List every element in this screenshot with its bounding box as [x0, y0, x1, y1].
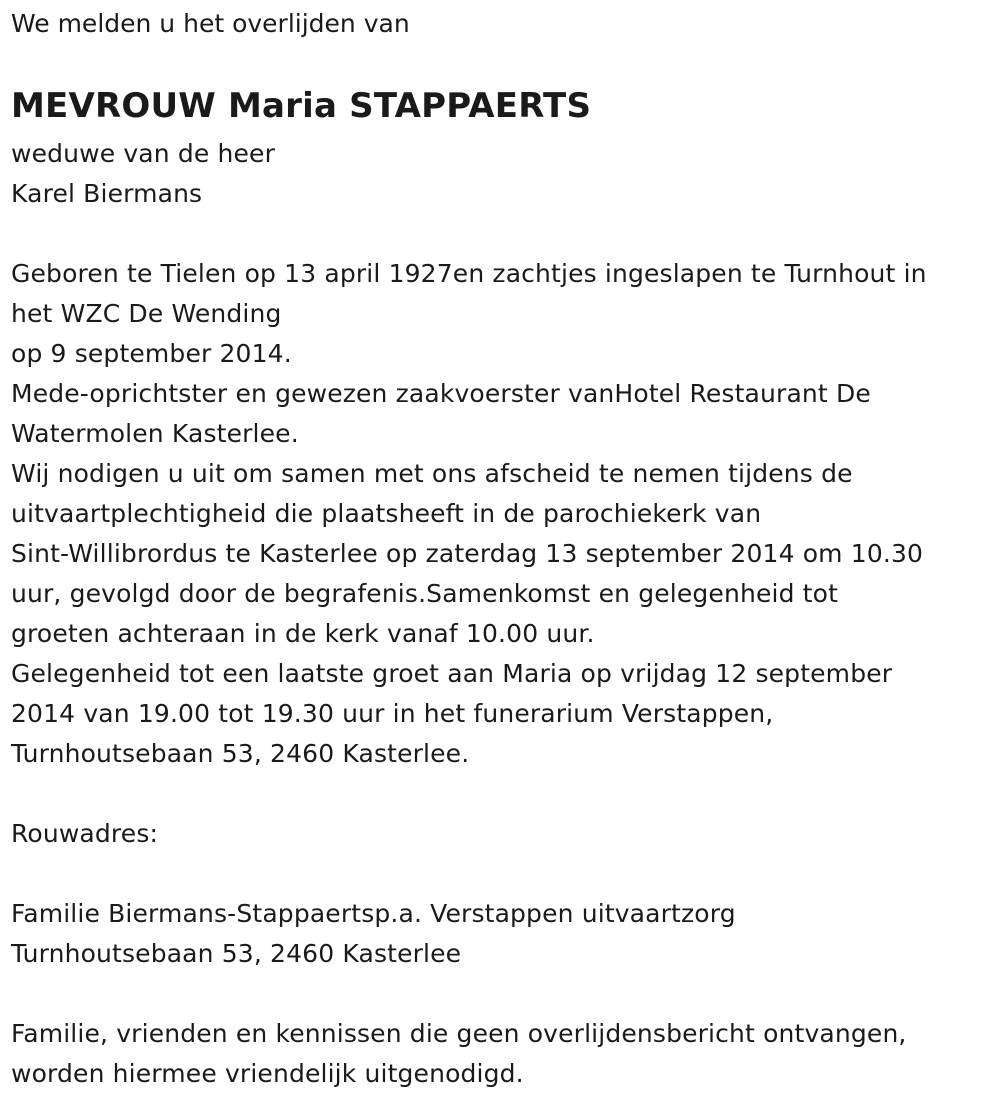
address-line: Familie Biermans-Stappaertsp.a. Verstappen uitvaartzorg: [11, 899, 736, 928]
body-line: uitvaartplechtigheid die plaatsheeft in de parochiekerk van: [11, 499, 762, 528]
closing-line: worden hiermee vriendelijk uitgenodigd.: [11, 1059, 524, 1088]
body-line: Mede-oprichtster en gewezen zaakvoerster vanHotel Restaurant De: [11, 379, 871, 408]
body-line: groeten achteraan in de kerk vanaf 10.00 uur.: [11, 619, 595, 648]
body-line: Wij nodigen u uit om samen met ons afscheid te nemen tijdens de: [11, 459, 853, 488]
spacer: [11, 214, 986, 254]
address-line: Turnhoutsebaan 53, 2460 Kasterlee: [11, 939, 462, 968]
body-line: op 9 september 2014.: [11, 339, 292, 368]
body-line: Sint-Willibrordus te Kasterlee op zaterdag 13 september 2014 om 10.30: [11, 539, 924, 568]
spouse-name: Karel Biermans: [11, 179, 203, 208]
rouwadres-label: Rouwadres:: [11, 819, 159, 848]
closing-note: [11, 1014, 986, 1094]
spouse-line: weduwe van de heer: [11, 139, 276, 168]
body-line: 2014 van 19.00 tot 19.30 uur in het funerarium Verstappen,: [11, 699, 774, 728]
intro-text: We melden u het overlijden van: [11, 9, 410, 38]
body-line: Gelegenheid tot een laatste groet aan Maria op vrijdag 12 september: [11, 659, 893, 688]
body-line: het WZC De Wending: [11, 299, 282, 328]
closing-line: Familie, vrienden en kennissen die geen overlijdensbericht ontvangen,: [11, 1019, 907, 1048]
body-line: Geboren te Tielen op 13 april 1927en zachtjes ingeslapen te Turnhout in: [11, 259, 927, 288]
body-line: Watermolen Kasterlee.: [11, 419, 299, 448]
spacer: [11, 974, 986, 1014]
spacer: [11, 774, 986, 814]
obituary-notice: [11, 4, 986, 1094]
notice-body: [11, 254, 986, 774]
deceased-name: MEVROUW Maria STAPPAERTS: [11, 86, 592, 126]
spacer: [11, 854, 986, 894]
body-line: uur, gevolgd door de begrafenis.Samenkomst en gelegenheid tot: [11, 579, 839, 608]
body-line: Turnhoutsebaan 53, 2460 Kasterlee.: [11, 739, 470, 768]
mourning-address: [11, 894, 986, 974]
